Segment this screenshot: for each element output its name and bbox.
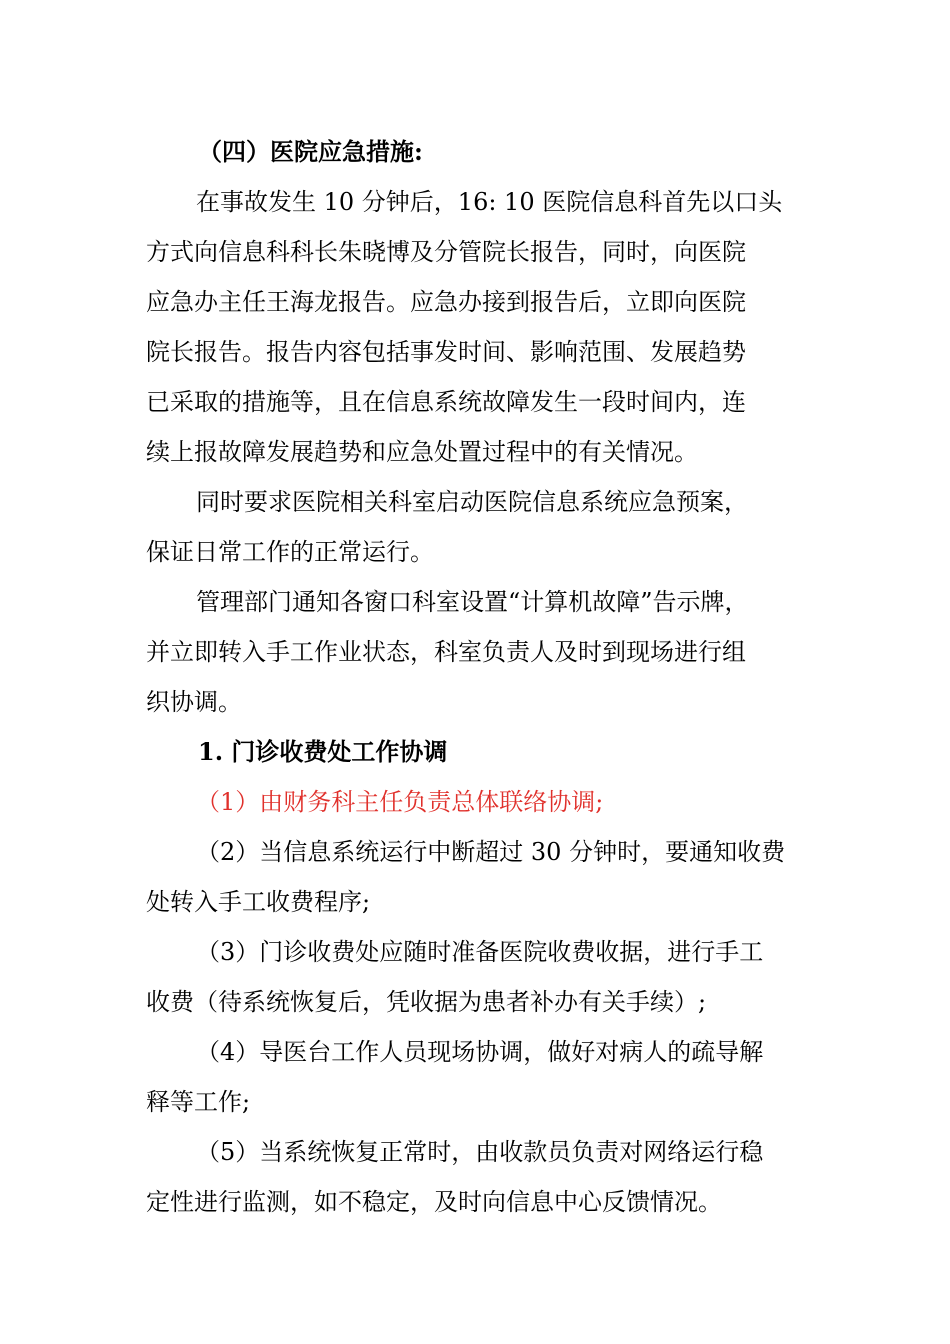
paragraph-2-line-2: 保证日常工作的正常运行。 [146,538,434,566]
item-1-highlighted: （1）由财务科主任负责总体联络协调; [196,788,604,816]
item-3-line-2: 收费（待系统恢复后，凭收据为患者补办有关手续）; [146,988,707,1016]
item-2-line-1: （2）当信息系统运行中断超过 30 分钟时，要通知收费 [196,838,786,866]
paragraph-1-line-6: 续上报故障发展趋势和应急处置过程中的有关情况。 [146,438,698,466]
paragraph-3-line-2: 并立即转入手工作业状态，科室负责人及时到现场进行组 [146,638,746,666]
item-3-line-1: （3）门诊收费处应随时准备医院收费收据，进行手工 [196,938,764,966]
item-4-line-2: 释等工作; [146,1088,251,1116]
subsection-title: 1. 门诊收费处工作协调 [198,737,448,766]
section-heading: （四）医院应急措施: [198,137,423,166]
paragraph-1-line-4: 院长报告。报告内容包括事发时间、影响范围、发展趋势 [146,338,746,366]
item-2-line-2: 处转入手工收费程序; [146,888,371,916]
paragraph-3-line-1: 管理部门通知各窗口科室设置“计算机故障”告示牌， [196,588,749,616]
paragraph-1-line-5: 已采取的措施等，且在信息系统故障发生一段时间内，连 [146,388,746,416]
paragraph-1-line-2: 方式向信息科科长朱晓博及分管院长报告，同时，向医院 [146,238,746,266]
paragraph-3-line-3: 织协调。 [146,688,242,716]
paragraph-1-line-1: 在事故发生 10 分钟后，16: 10 医院信息科首先以口头 [196,188,783,216]
paragraph-1-line-3: 应急办主任王海龙报告。应急办接到报告后，立即向医院 [146,288,746,316]
paragraph-2-line-1: 同时要求医院相关科室启动医院信息系统应急预案， [196,488,748,516]
item-5-line-1: （5）当系统恢复正常时，由收款员负责对网络运行稳 [196,1138,764,1166]
item-4-line-1: （4）导医台工作人员现场协调，做好对病人的疏导解 [196,1038,764,1066]
item-5-line-2: 定性进行监测，如不稳定，及时向信息中心反馈情况。 [146,1188,722,1216]
